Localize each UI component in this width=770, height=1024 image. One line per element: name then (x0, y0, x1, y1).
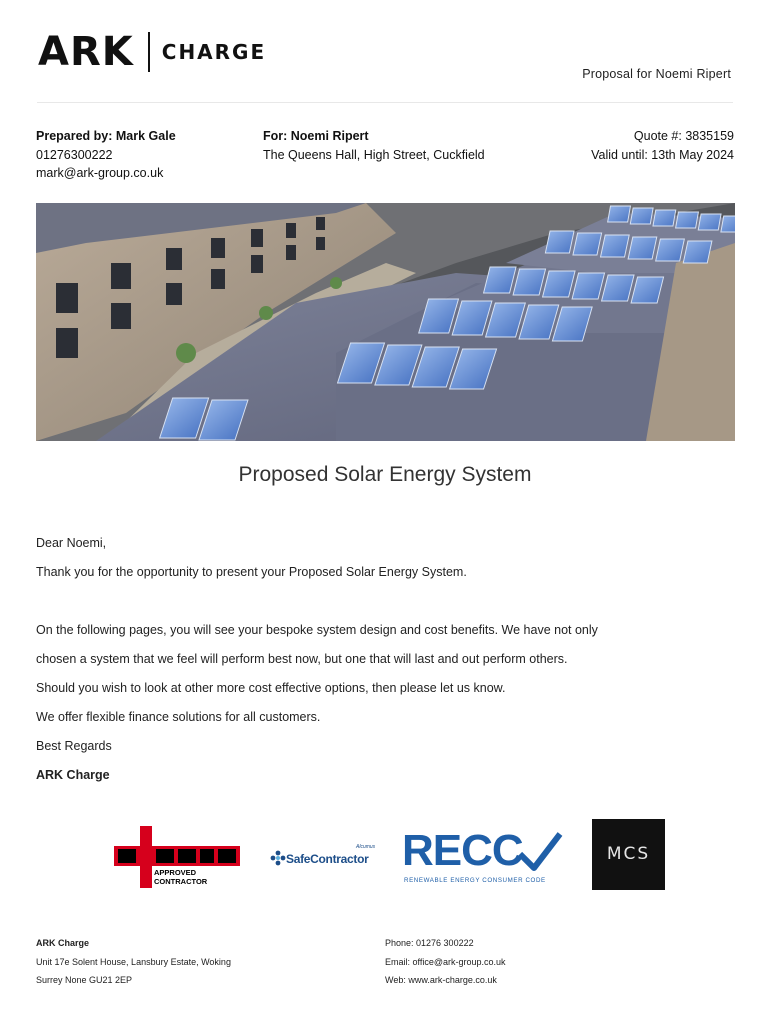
cover-letter (36, 536, 736, 796)
client-address: The Queens Hall, High Street, Cuckfield (263, 147, 485, 162)
logo-charge-text: CHARGE (161, 40, 267, 64)
client-name: For: Noemi Ripert (263, 129, 369, 143)
safecontractor-logo (270, 844, 382, 870)
niceic-approved-text: APPROVED (154, 868, 197, 877)
checkmark-icon (516, 830, 564, 874)
quote-block (591, 127, 734, 164)
footer-phone: Phone: 01276 300222 (385, 938, 474, 948)
quote-number: Quote #: 3835159 (633, 129, 734, 143)
footer-email[interactable]: Email: office@ark-group.co.uk (385, 956, 506, 967)
logo-divider (148, 32, 150, 72)
footer-address-1: Unit 17e Solent House, Lansbury Estate, Woking (36, 956, 231, 967)
solar-roofs-photo (36, 203, 735, 441)
letter-paragraph-3: Should you wish to look at other more cost effective options, then please let us know. (36, 681, 506, 695)
letter-paragraph-2: chosen a system that we feel will perform best now, but one that will last and out perform others. (36, 652, 568, 666)
footer-address-2: Surrey None GU21 2EP (36, 975, 133, 985)
letter-paragraph-1: On the following pages, you will see your bespoke system design and cost benefits. We have not only (36, 623, 598, 637)
letter-thanks: Thank you for the opportunity to present your Proposed Solar Energy System. (36, 565, 467, 579)
footer-company-name: ARK Charge (36, 938, 90, 948)
niceic-contractor-text: CONTRACTOR (154, 877, 208, 886)
accreditation-logos (0, 818, 770, 892)
proposal-for-label: Proposal for Noemi Ripert (582, 67, 731, 81)
letter-paragraph-4: We offer flexible finance solutions for all customers. (36, 710, 321, 724)
footer-contact-block (385, 934, 506, 990)
footer-web[interactable]: Web: www.ark-charge.co.uk (385, 975, 497, 985)
prepared-by-email[interactable]: mark@ark-group.co.uk (36, 166, 164, 180)
ark-charge-logo (38, 30, 266, 74)
header-divider (37, 102, 733, 103)
recc-subtitle: RENEWABLE ENERGY CONSUMER CODE (404, 877, 546, 884)
logo-ark-text: ARK (38, 29, 134, 75)
alcumus-text: Alcumus (356, 844, 376, 850)
letter-signature: ARK Charge (36, 768, 110, 782)
safecontractor-text: SafeContractor (286, 852, 369, 866)
client-block (263, 127, 485, 164)
letter-regards: Best Regards (36, 739, 112, 753)
letter-greeting: Dear Noemi, (36, 536, 107, 550)
mcs-text: MCS (606, 844, 651, 864)
footer-company-block (36, 934, 231, 990)
mcs-logo (592, 819, 665, 890)
prepared-by-phone: 01276300222 (36, 147, 113, 162)
niceic-logo (114, 826, 240, 888)
recc-logo (402, 826, 564, 888)
prepared-by-block (36, 127, 176, 183)
safecontractor-icon (270, 850, 286, 866)
quote-valid-until: Valid until: 13th May 2024 (591, 147, 734, 162)
page-title: Proposed Solar Energy System (238, 463, 532, 486)
recc-text: RECC (402, 826, 523, 875)
prepared-by-label: Prepared by: Mark Gale (36, 129, 176, 143)
